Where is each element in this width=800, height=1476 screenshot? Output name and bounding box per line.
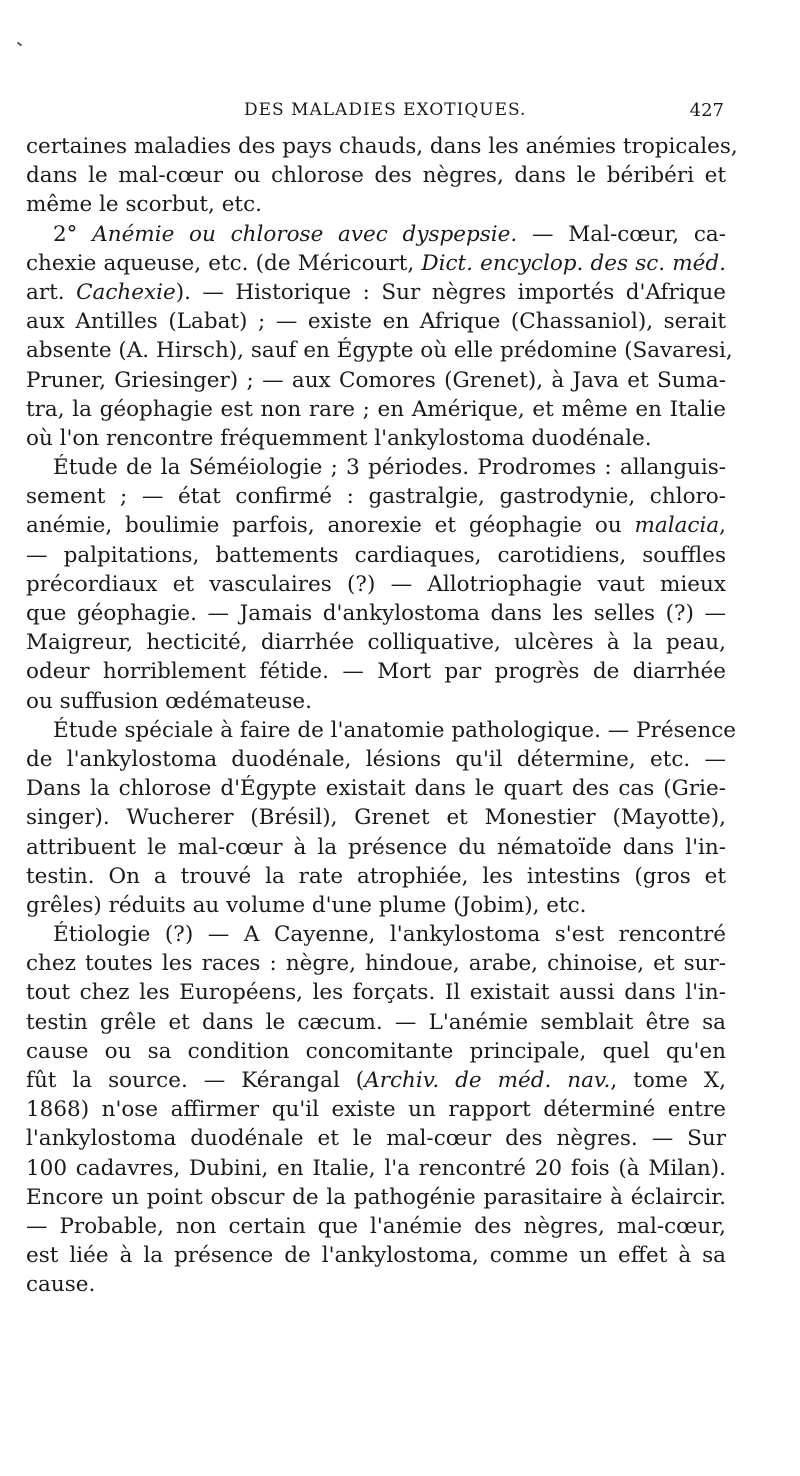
text-line: même le scorbut, etc. [26, 192, 262, 218]
text-line: l'ankylostoma duodénale et le mal-cœur des nègres. — Sur [26, 1126, 726, 1152]
page-header [26, 92, 726, 132]
text-line: tra, la géophagie est non rare ; en Amérique, et même en Italie [26, 396, 726, 422]
text-line: chez toutes les races : nègre, hindoue, arabe, chinoise, et sur- [26, 951, 726, 977]
text-line: testin. On a trouvé la rate atrophiée, les intestins (gros et [26, 863, 726, 889]
running-title: DES MALADIES EXOTIQUES. [244, 100, 527, 120]
text-line: ou suffusion œdémateuse. [26, 688, 312, 714]
text-line: sement ; — état confirmé : gastralgie, gastrodynie, chloro- [26, 484, 726, 510]
text-line: absente (A. Hirsch), sauf en Égypte où elle prédomine (Savaresi, [26, 338, 733, 364]
text-line: Encore un point obscur de la pathogénie parasitaire à éclaircir. [26, 1184, 726, 1210]
body-text [26, 132, 738, 1300]
text-line: chexie aqueuse, etc. (de Méricourt, Dict. encyclop. des sc. méd. [26, 250, 727, 276]
text-line: Étude de la Séméiologie ; 3 périodes. Prodromes : allanguis- [53, 455, 726, 481]
page-number: 427 [689, 100, 724, 121]
text-line: précordiaux et vasculaires (?) — Allotriophagie vaut mieux [26, 571, 726, 597]
text-line: que géophagie. — Jamais d'ankylostoma dans les selles (?) — [26, 601, 726, 626]
stray-mark [17, 42, 22, 47]
text-line: 2° Anémie ou chlorose avec dyspepsie. — Mal-cœur, ca- [53, 221, 727, 247]
text-line: grêles) réduits au volume d'une plume (Jobim), etc. [26, 892, 587, 918]
text-line: — palpitations, battements cardiaques, carotidiens, souffles [26, 542, 726, 568]
text-line: singer). Wucherer (Brésil), Grenet et Monestier (Mayotte), [26, 805, 726, 831]
text-line: cause. [26, 1272, 96, 1298]
text-line: de l'ankylostoma duodénale, lésions qu'il détermine, etc. — [26, 746, 726, 772]
text-line: Maigreur, hecticité, diarrhée colliquative, ulcères à la peau, [26, 630, 726, 656]
text-line: anémie, boulimie parfois, anorexie et géophagie ou malacia, [26, 513, 726, 539]
text-line: dans le mal-cœur ou chlorose des nègres, dans le béribéri et [26, 163, 726, 189]
text-line: aux Antilles (Labat) ; — existe en Afrique (Chassaniol), serait [26, 309, 726, 335]
text-line: tout chez les Européens, les forçats. Il existait aussi dans l'in- [26, 980, 726, 1006]
text-line: où l'on rencontre fréquemment l'ankylostoma duodénale. [26, 425, 652, 451]
text-line: 1868) n'ose affirmer qu'il existe un rapport déterminé entre [26, 1097, 726, 1123]
text-line: Étude spéciale à faire de l'anatomie pathologique. — Présence [53, 717, 736, 743]
text-line: art. Cachexie). — Historique : Sur nègres importés d'Afrique [26, 279, 727, 305]
text-line: attribuent le mal-cœur à la présence du nématoïde dans l'in- [26, 834, 726, 860]
text-line: certaines maladies des pays chauds, dans les anémies tropicales, [26, 134, 738, 159]
text-line: est liée à la présence de l'ankylostoma, comme un effet à sa [26, 1243, 726, 1269]
text-line: fût la source. — Kérangal (Archiv. de méd. nav., tome X, [26, 1068, 726, 1093]
text-line: — Probable, non certain que l'anémie des nègres, mal-cœur, [26, 1213, 726, 1239]
text-line: Pruner, Griesinger) ; — aux Comores (Grenet), à Java et Suma- [26, 367, 726, 393]
text-line: testin grêle et dans le cæcum. — L'anémie semblait être sa [26, 1009, 726, 1035]
text-line: Étiologie (?) — A Cayenne, l'ankylostoma s'est rencontré [53, 922, 726, 948]
text-line: Dans la chlorose d'Égypte existait dans le quart des cas (Grie- [26, 776, 726, 802]
text-line: odeur horriblement fétide. — Mort par progrès de diarrhée [26, 659, 726, 685]
text-line: 100 cadavres, Dubini, en Italie, l'a rencontré 20 fois (à Milan). [26, 1155, 726, 1181]
text-line: cause ou sa condition concomitante principale, quel qu'en [26, 1038, 726, 1064]
book-page [26, 92, 738, 1300]
